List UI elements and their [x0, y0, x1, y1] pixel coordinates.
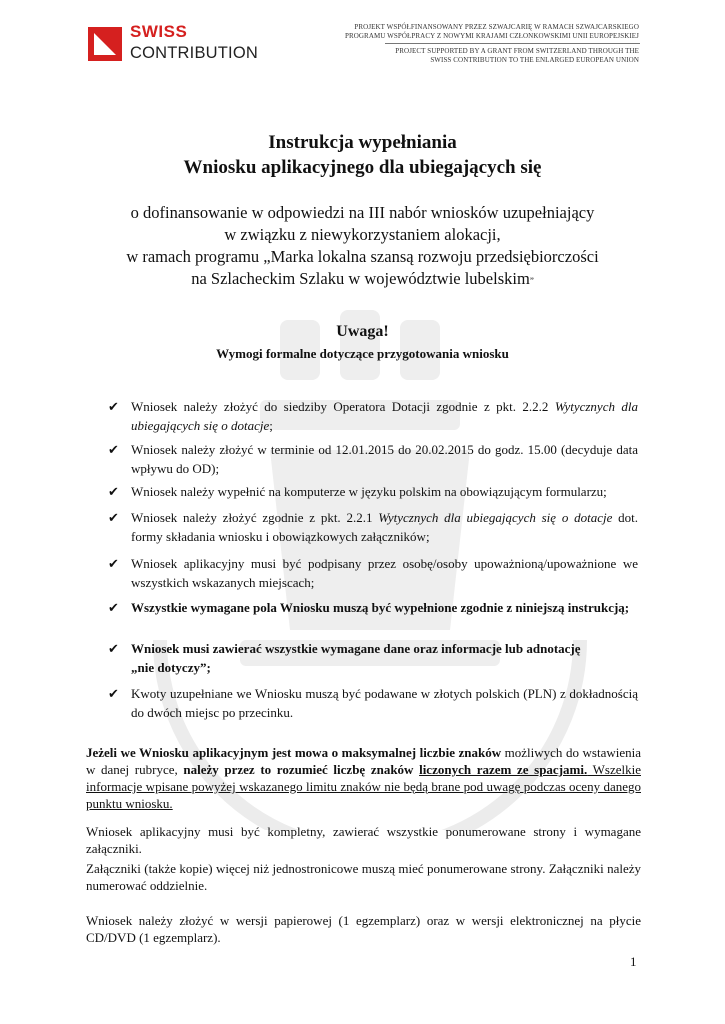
swiss-flag-icon [88, 27, 122, 61]
document-title-line-2: Wniosku aplikacyjnego dla ubiegających się [183, 157, 542, 178]
list-item [108, 554, 638, 592]
checkmark-icon: ✔ [108, 442, 119, 457]
para1-bold-middle: należy przez to rozumieć liczbę znaków [183, 762, 414, 777]
list-item [108, 440, 638, 478]
list-item-2-text: Wniosek należy złożyć w terminie od 12.01.2015 do 20.02.2015 do godz. 15.00 (decyduje data wpływu do OD); [131, 442, 638, 476]
paragraph-submission-format: Wniosek należy złożyć w wersji papierowej (1 egzemplarz) oraz w wersji elektronicznej na płycie CD/DVD (1 egzemplarz). [86, 913, 641, 945]
list-item-3-text: Wniosek należy wypełnić na komputerze w języku polskim na obowiązującym formularzu; [131, 484, 607, 499]
header-pl-line-1: PROJEKT WSPÓŁFINANSOWANY PRZEZ SZWAJCARIĘ W RAMACH SZWAJCARSKIEGO [354, 23, 639, 31]
subtitle-line-4 [0, 268, 725, 292]
para1-text: możliwych do wstawienia w danej rubryce, [86, 745, 641, 777]
list-item [108, 508, 638, 546]
document-title-line-1: Instrukcja wypełniania [268, 132, 457, 153]
list-item-6-text: Wszystkie wymagane pola Wniosku muszą być wypełnione zgodnie z niniejszą instrukcją; [131, 600, 630, 615]
logo-text-swiss: SWISS [130, 22, 188, 41]
list-item-8-text: Kwoty uzupełniane we Wniosku muszą być podawane w złotych polskich (PLN) z dokładnością do dwóch miejsc po przecinku. [131, 686, 638, 720]
paragraph-character-limit [86, 744, 641, 812]
list-item-1-text: Wniosek należy złożyć do siedziby Operatora Dotacji zgodnie z pkt. 2.2.2 [131, 399, 555, 414]
paragraph-attachments: Załączniki (także kopie) więcej niż jednostronicowe muszą mieć ponumerowane strony. Załączniki należy numerować oddzielnie. [86, 861, 641, 893]
subtitle-line-1: o dofinansowanie w odpowiedzi na III nabór wniosków uzupełniający [130, 203, 595, 222]
header-en-line-2: SWISS CONTRIBUTION TO THE ENLARGED EUROPEAN UNION [430, 56, 639, 64]
page-number: 1 [630, 954, 637, 969]
list-item [108, 482, 638, 501]
checkmark-icon: ✔ [108, 686, 119, 701]
paragraph-completeness: Wniosek aplikacyjny musi być kompletny, zawierać wszystkie ponumerowane strony i wymagane załączniki. [86, 824, 641, 856]
subtitle-line-2: w związku z niewykorzystaniem alokacji, [224, 225, 501, 244]
checkmark-icon: ✔ [108, 484, 119, 499]
header-divider [385, 43, 640, 44]
para1-bold-underlined: liczonych razem ze spacjami. [419, 762, 588, 777]
list-item [108, 639, 638, 677]
list-item [108, 397, 638, 435]
header-polish-text [345, 23, 639, 41]
para1-underlined: Wszelkie informacje wpisane powyżej wskazanego limitu znaków nie będą brane pod uwagę podczas oceny danego punktu wniosku. [86, 762, 641, 811]
para1-bold-start: Jeżeli we Wniosku aplikacyjnym jest mowa o maksymalnej liczbie znaków [86, 745, 502, 760]
checkmark-icon: ✔ [108, 556, 119, 571]
list-item-5-text: Wniosek aplikacyjny musi być podpisany przez osobę/osoby upoważnioną/upoważnione we wszystkich wskazanych miejscach; [131, 556, 638, 590]
list-item [108, 598, 638, 617]
subtitle-line-4-text: na Szlacheckim Szlaku w województwie lubelskim [191, 269, 530, 288]
header-pl-line-2: PROGRAMU WSPÓŁPRACY Z NOWYMI KRAJAMI CZŁONKOWSKIMI UNII EUROPEJSKIEJ [344, 32, 639, 40]
checkmark-icon: ✔ [108, 641, 119, 656]
list-item [108, 684, 638, 722]
list-item-1-end: ; [269, 418, 273, 433]
list-item-1-italic: Wytycznych dla ubiegających się o dotacje [131, 399, 638, 433]
subtitle-line-3: w ramach programu „Marka lokalna szansą rozwoju przedsiębiorczości [126, 247, 599, 266]
notice-heading: Uwaga! [336, 323, 389, 340]
checkmark-icon: ✔ [108, 399, 119, 414]
notice-subheading: Wymogi formalne dotyczące przygotowania wniosku [216, 346, 509, 361]
logo-text-contribution: CONTRIBUTION [130, 44, 258, 62]
list-item-4-end: dot. formy składania wniosku i obowiązkowych załączników; [131, 510, 638, 544]
checkmark-icon: ✔ [108, 600, 119, 615]
list-item-7-text: Wniosek musi zawierać wszystkie wymagane dane oraz informacje lub adnotację „nie dotyczy”; [131, 641, 581, 675]
header-english-text [395, 47, 639, 65]
header-en-line-1: PROJECT SUPPORTED BY A GRANT FROM SWITZERLAND THROUGH THE [395, 47, 639, 55]
list-item-4-text: Wniosek należy złożyć zgodnie z pkt. 2.2.1 [131, 510, 379, 525]
checkmark-icon: ✔ [108, 510, 119, 525]
subtitle-closing-quote: ” [529, 276, 534, 286]
list-item-4-italic: Wytycznych dla ubiegających się o dotacje [378, 510, 613, 525]
